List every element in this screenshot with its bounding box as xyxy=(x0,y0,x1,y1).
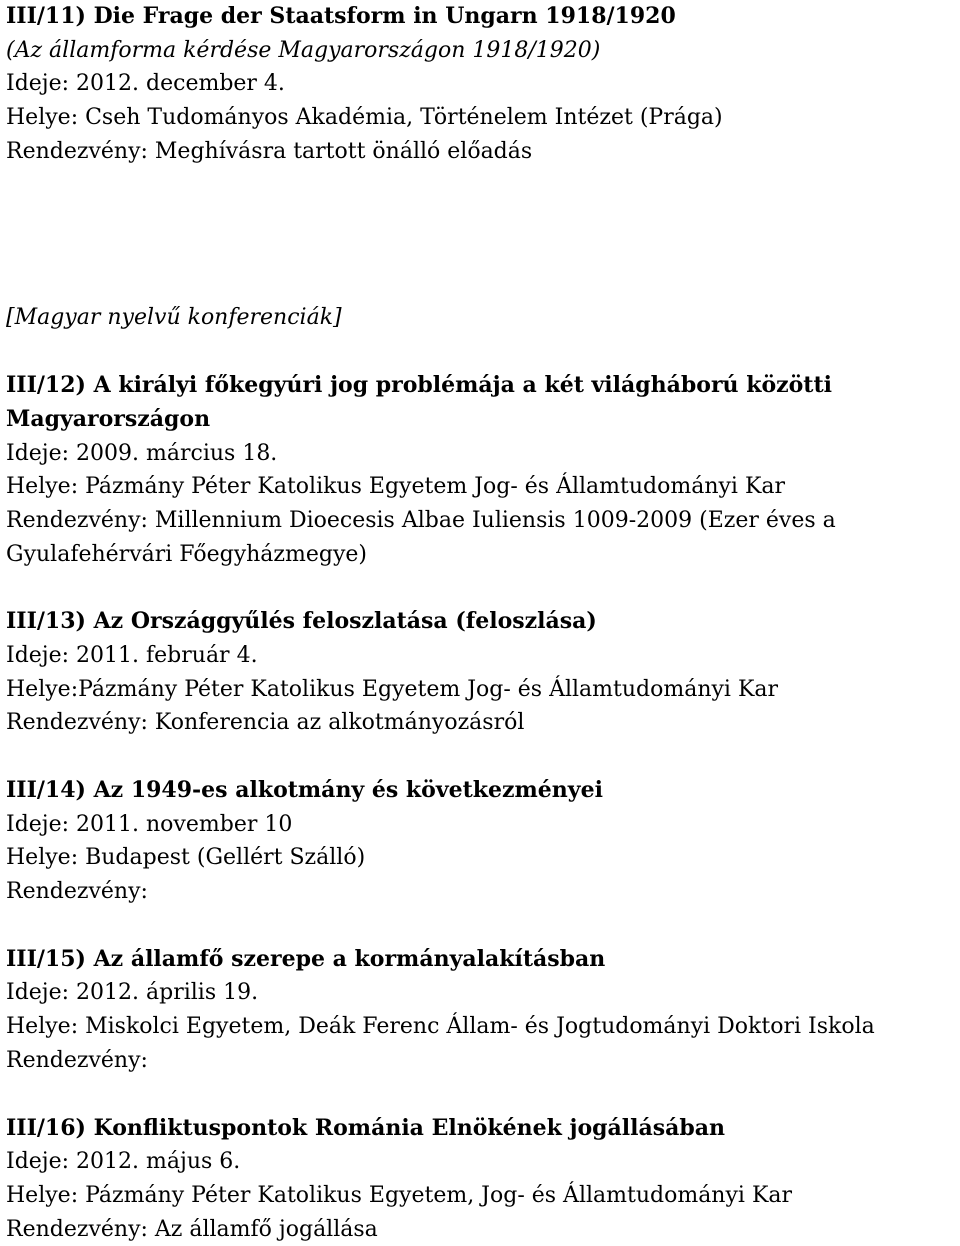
entry-place: Helye: Pázmány Péter Katolikus Egyetem Jog- és Államtudományi Kar xyxy=(6,474,786,500)
entry-date: Ideje: 2009. március 18. xyxy=(6,440,278,466)
entry-title-continued: Magyarországon xyxy=(6,405,211,432)
spacer xyxy=(6,168,956,301)
entry-place: Helye: Pázmány Péter Katolikus Egyetem, Jog- és Államtudományi Kar xyxy=(6,1182,793,1208)
entry-date: Ideje: 2011. február 4. xyxy=(6,642,258,668)
entry-14 xyxy=(6,774,956,909)
entry-place: Helye:Pázmány Péter Katolikus Egyetem Jog- és Államtudományi Kar xyxy=(6,676,779,702)
entry-title: III/16) Konfliktuspontok Románia Elnökének jogállásában xyxy=(6,1114,726,1141)
entry-title: III/14) Az 1949-es alkotmány és következményei xyxy=(6,777,603,803)
spacer xyxy=(6,909,956,943)
document-page xyxy=(6,0,956,1246)
entry-date: Ideje: 2012. április 19. xyxy=(6,980,259,1006)
spacer xyxy=(6,740,956,774)
entry-title: III/15) Az államfő szerepe a kormányalakításban xyxy=(6,945,606,972)
entry-place: Helye: Cseh Tudományos Akadémia, Történelem Intézet (Prága) xyxy=(6,105,723,131)
entry-date: Ideje: 2012. május 6. xyxy=(6,1149,241,1175)
entry-event: Rendezvény: Konferencia az alkotmányozásról xyxy=(6,710,525,736)
entry-title: III/13) Az Országgyűlés feloszlatása (feloszlása) xyxy=(6,608,597,635)
entry-16 xyxy=(6,1112,956,1246)
entry-place: Helye: Budapest (Gellért Szálló) xyxy=(6,845,366,871)
section-heading: [Magyar nyelvű konferenciák] xyxy=(6,305,342,331)
spacer xyxy=(6,571,956,605)
entry-subtitle: (Az államforma kérdése Magyarországon 1918/1920) xyxy=(6,37,601,63)
entry-event: Rendezvény: Meghívásra tartott önálló előadás xyxy=(6,138,533,164)
spacer xyxy=(6,1078,956,1112)
entry-date: Ideje: 2012. december 4. xyxy=(6,71,285,97)
entry-event-continued: Gyulafehérvári Főegyházmegye) xyxy=(6,541,367,567)
spacer xyxy=(6,335,956,369)
entry-title: III/11) Die Frage der Staatsform in Ungarn 1918/1920 xyxy=(6,3,676,29)
entry-13 xyxy=(6,605,956,740)
entry-title: III/12) A királyi főkegyúri jog problémája a két világháború közötti xyxy=(6,372,832,399)
entry-date: Ideje: 2011. november 10 xyxy=(6,811,293,837)
entry-place: Helye: Miskolci Egyetem, Deák Ferenc Állam- és Jogtudományi Doktori Iskola xyxy=(6,1014,875,1040)
entry-event: Rendezvény: xyxy=(6,1047,148,1073)
entry-11 xyxy=(6,0,956,168)
entry-event: Rendezvény: Az államfő jogállása xyxy=(6,1216,378,1242)
entry-event: Rendezvény: xyxy=(6,879,148,905)
entry-15 xyxy=(6,943,956,1078)
entry-event: Rendezvény: Millennium Dioecesis Albae Iuliensis 1009-2009 (Ezer éves a xyxy=(6,507,836,533)
entry-12 xyxy=(6,369,956,571)
